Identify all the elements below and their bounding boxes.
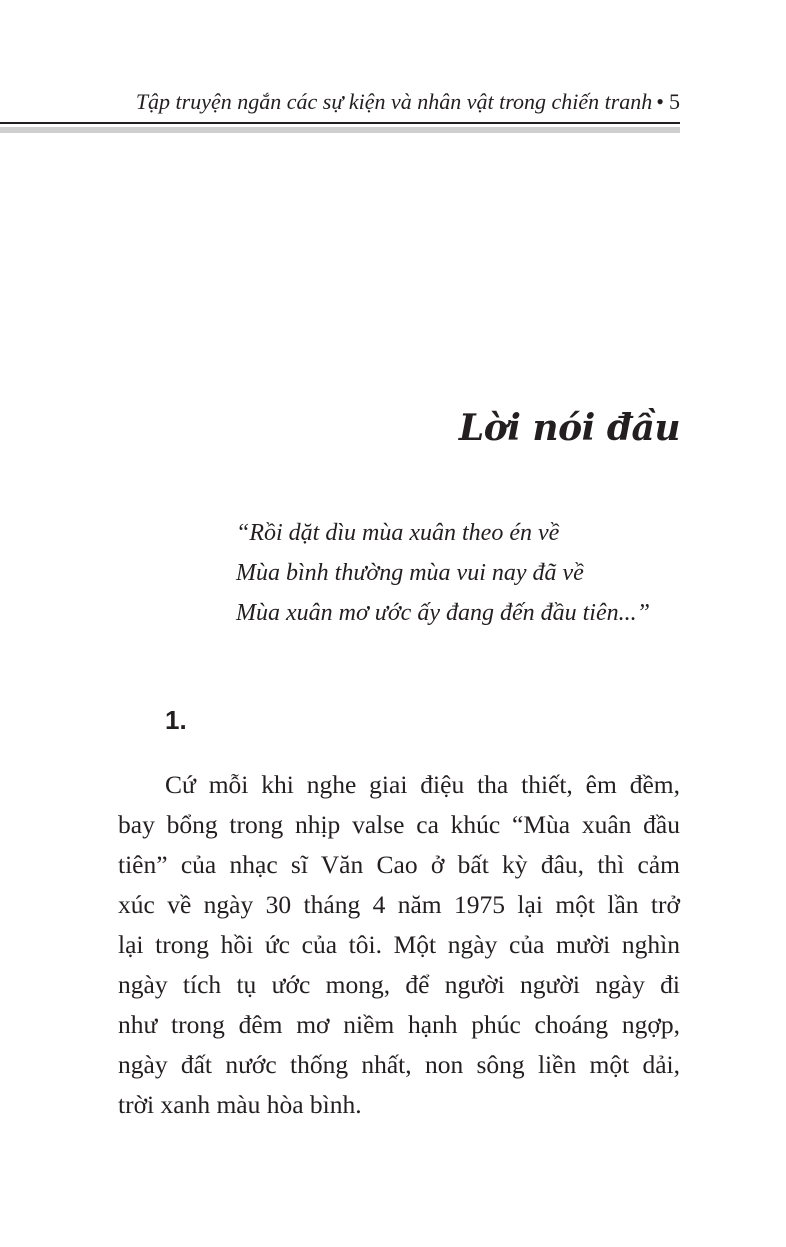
paragraph-line: Cứ mỗi khi nghe giai điệu tha thiết, êm đềm, [165, 770, 680, 799]
running-header [118, 88, 680, 116]
page-number: 5 [669, 89, 680, 114]
paragraph-line: lại trong hồi ức của tôi. Một ngày của mười nghìn [118, 930, 680, 959]
chapter-title: Lời nói đầu [458, 407, 680, 449]
paragraph-line: ngày đất nước thống nhất, non sông liền một dải, [118, 1050, 680, 1079]
header-rule-thin [0, 122, 680, 124]
epigraph-line: Mùa bình thường mùa vui nay đã về [236, 560, 584, 586]
paragraph-line: tiên” của nhạc sĩ Văn Cao ở bất kỳ đâu, thì cảm [118, 850, 680, 879]
paragraph-line: như trong đêm mơ niềm hạnh phúc choáng ngợp, [118, 1010, 680, 1039]
paragraph-line: ngày tích tụ ước mong, để người người ngày đi [118, 970, 680, 999]
header-rule-thick [0, 127, 680, 133]
paragraph-line: trời xanh màu hòa bình. [118, 1090, 362, 1119]
paragraph-line: xúc về ngày 30 tháng 4 năm 1975 lại một lần trở [118, 890, 680, 919]
epigraph-line: “Rồi dặt dìu mùa xuân theo én về [236, 520, 560, 546]
epigraph [236, 513, 696, 633]
body-paragraph [118, 765, 680, 1125]
header-separator: • [656, 89, 664, 114]
epigraph-line: Mùa xuân mơ ước ấy đang đến đầu tiên...” [236, 600, 650, 626]
running-title: Tập truyện ngắn các sự kiện và nhân vật trong chiến tranh [135, 89, 653, 114]
section-number: 1. [165, 705, 187, 735]
paragraph-line: bay bổng trong nhịp valse ca khúc “Mùa xuân đầu [118, 810, 680, 839]
